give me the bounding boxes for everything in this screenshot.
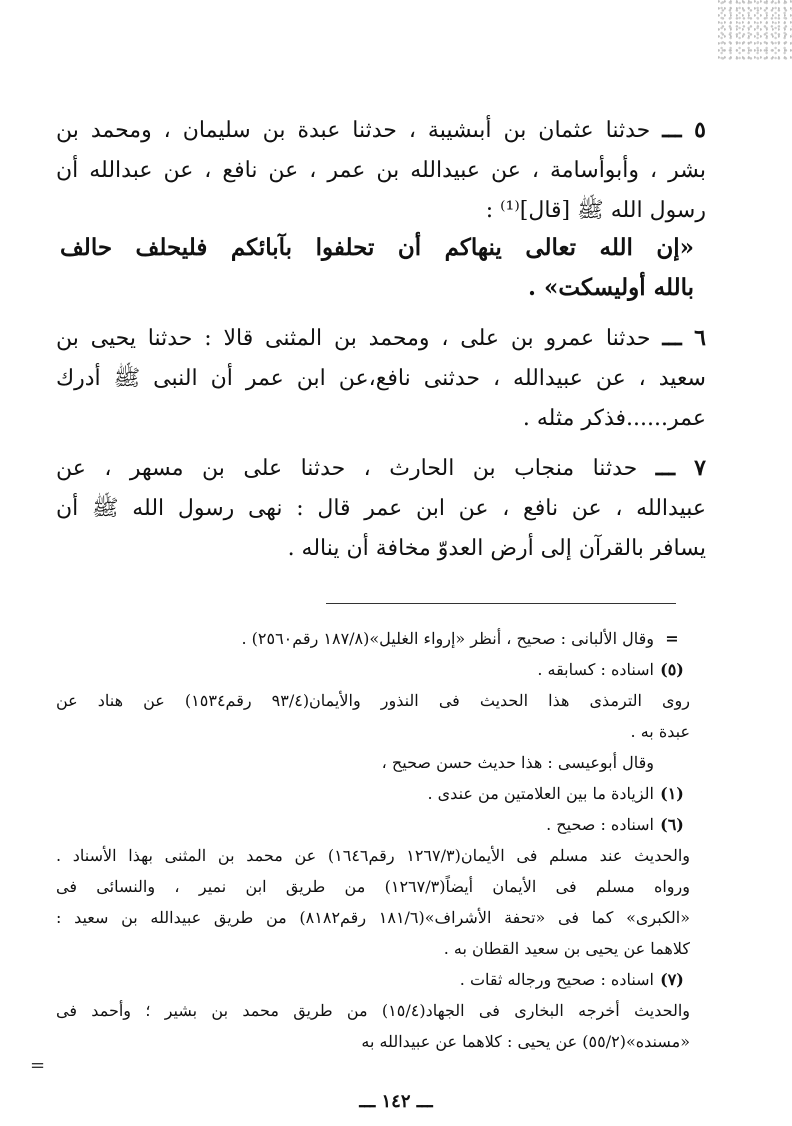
hadith-number: ٦ ـــ [662, 325, 706, 351]
footnote-text: وقال أبوعيسى : هذا حديث حسن صحيح ، [381, 753, 654, 772]
hadith-line: حدثنا عثمان بن أبىشيبة ، حدثنا عبدة بن سليمان ، ومحمد بن [56, 118, 651, 143]
quote-line: بالله أوليسكت» . [527, 274, 694, 301]
hadith-line: رسول الله ﷺ [قال]⁽¹⁾ : [485, 198, 706, 223]
hadith-line: حدثنا عمرو بن على ، ومحمد بن المثنى قالا : حدثنا يحيى بن [56, 326, 651, 351]
footnote-text: اسناده : كسابقه . [537, 660, 654, 679]
footnote [56, 623, 690, 654]
hadith-line: عمر......فذكر مثله . [522, 406, 706, 431]
footnote-divider [326, 603, 676, 604]
hadith-7 [56, 448, 706, 569]
hadith-line: حدثنا منجاب بن الحارث ، حدثنا على بن مسهر ، عن [56, 456, 638, 481]
quote-line: «إن الله تعالى ينهاكم أن تحلفوا بآبائكم فليحلف حالف [60, 234, 694, 261]
footnote-continuation: والحديث عند مسلم فى الأيمان(١٢٦٧/٣ رقم١٦٤٦) عن محمد بن المثنى بهذا الأسناد . [56, 846, 690, 865]
footnote-continuation: كلاهما عن يحيى بن سعيد القطان به . [443, 939, 690, 958]
footnote-label: = [665, 629, 679, 648]
footnotes [56, 623, 690, 1057]
footnote-continuation: ورواه مسلم فى الأيمان أيضاً(١٢٦٧/٣) من طريق ابن نمير ، والنسائى فى [56, 877, 690, 896]
hadith-5 [56, 110, 706, 231]
hadith-number: ٥ ـــ [662, 117, 706, 143]
footnote-text: اسناده : صحيح . [546, 815, 654, 834]
footnote [56, 809, 690, 840]
margin-continuation-mark: = [30, 1055, 46, 1076]
footnote-continuation: «الكبرى» كما فى «تحفة الأشراف»(١٨١/٦ رقم٨١٨٢) من طريق عبيدالله بن سعيد : [56, 908, 691, 927]
footnote-continuation: والحديث أخرجه البخارى فى الجهاد(١٥/٤) من طريق محمد بن بشير ؛ وأحمد فى [56, 1001, 690, 1020]
footnote-text: الزيادة ما بين العلامتين من عندى . [427, 784, 654, 803]
footnote [56, 778, 690, 809]
footnote-label: (٥) [660, 660, 684, 679]
hadith-5-quote [60, 228, 694, 308]
hadith-line: يسافر بالقرآن إلى أرض العدوّ مخافة أن يناله . [287, 536, 706, 561]
footnote [56, 747, 690, 778]
footnote-continuation: روى الترمذى هذا الحديث فى النذور والأيمان(٩٣/٤ رقم١٥٣٤) عن هناد عن [56, 691, 691, 710]
hadith-6 [56, 318, 706, 439]
hadith-line: عبيدالله ، عن نافع ، عن ابن عمر قال : نهى رسول الله ﷺ أن [56, 496, 706, 521]
page-number: ـــ ١٤٢ ـــ [359, 1091, 433, 1112]
footnote [56, 964, 690, 995]
footnote-text: اسناده : صحيح ورجاله ثقات . [459, 970, 654, 989]
footnote-label: (٧) [660, 970, 684, 989]
footnote-continuation: عبدة به . [630, 722, 690, 741]
footnote-continuation: «مسنده»(٥٥/٢) عن يحيى : كلاهما عن عبيدالله به [361, 1032, 690, 1051]
footnote-label: (٦) [660, 815, 684, 834]
footnote [56, 654, 690, 685]
footnote-label [654, 747, 690, 778]
hadith-line: سعيد ، عن عبيدالله ، حدثنى نافع،عن ابن عمر أن النبى ﷺ أدرك [56, 366, 706, 391]
footnote-text: وقال الألبانى : صحيح ، أنظر «إرواء الغليل»(١٨٧/٨ رقم٢٥٦٠) . [241, 629, 654, 648]
scan-edge-noise [718, 0, 792, 60]
hadith-line: بشر ، وأبوأسامة ، عن عبيدالله بن عمر ، عن نافع ، عن عبدالله أن [56, 158, 706, 183]
hadith-number: ٧ ـــ [655, 455, 706, 481]
footnote-label: (١) [660, 784, 684, 803]
